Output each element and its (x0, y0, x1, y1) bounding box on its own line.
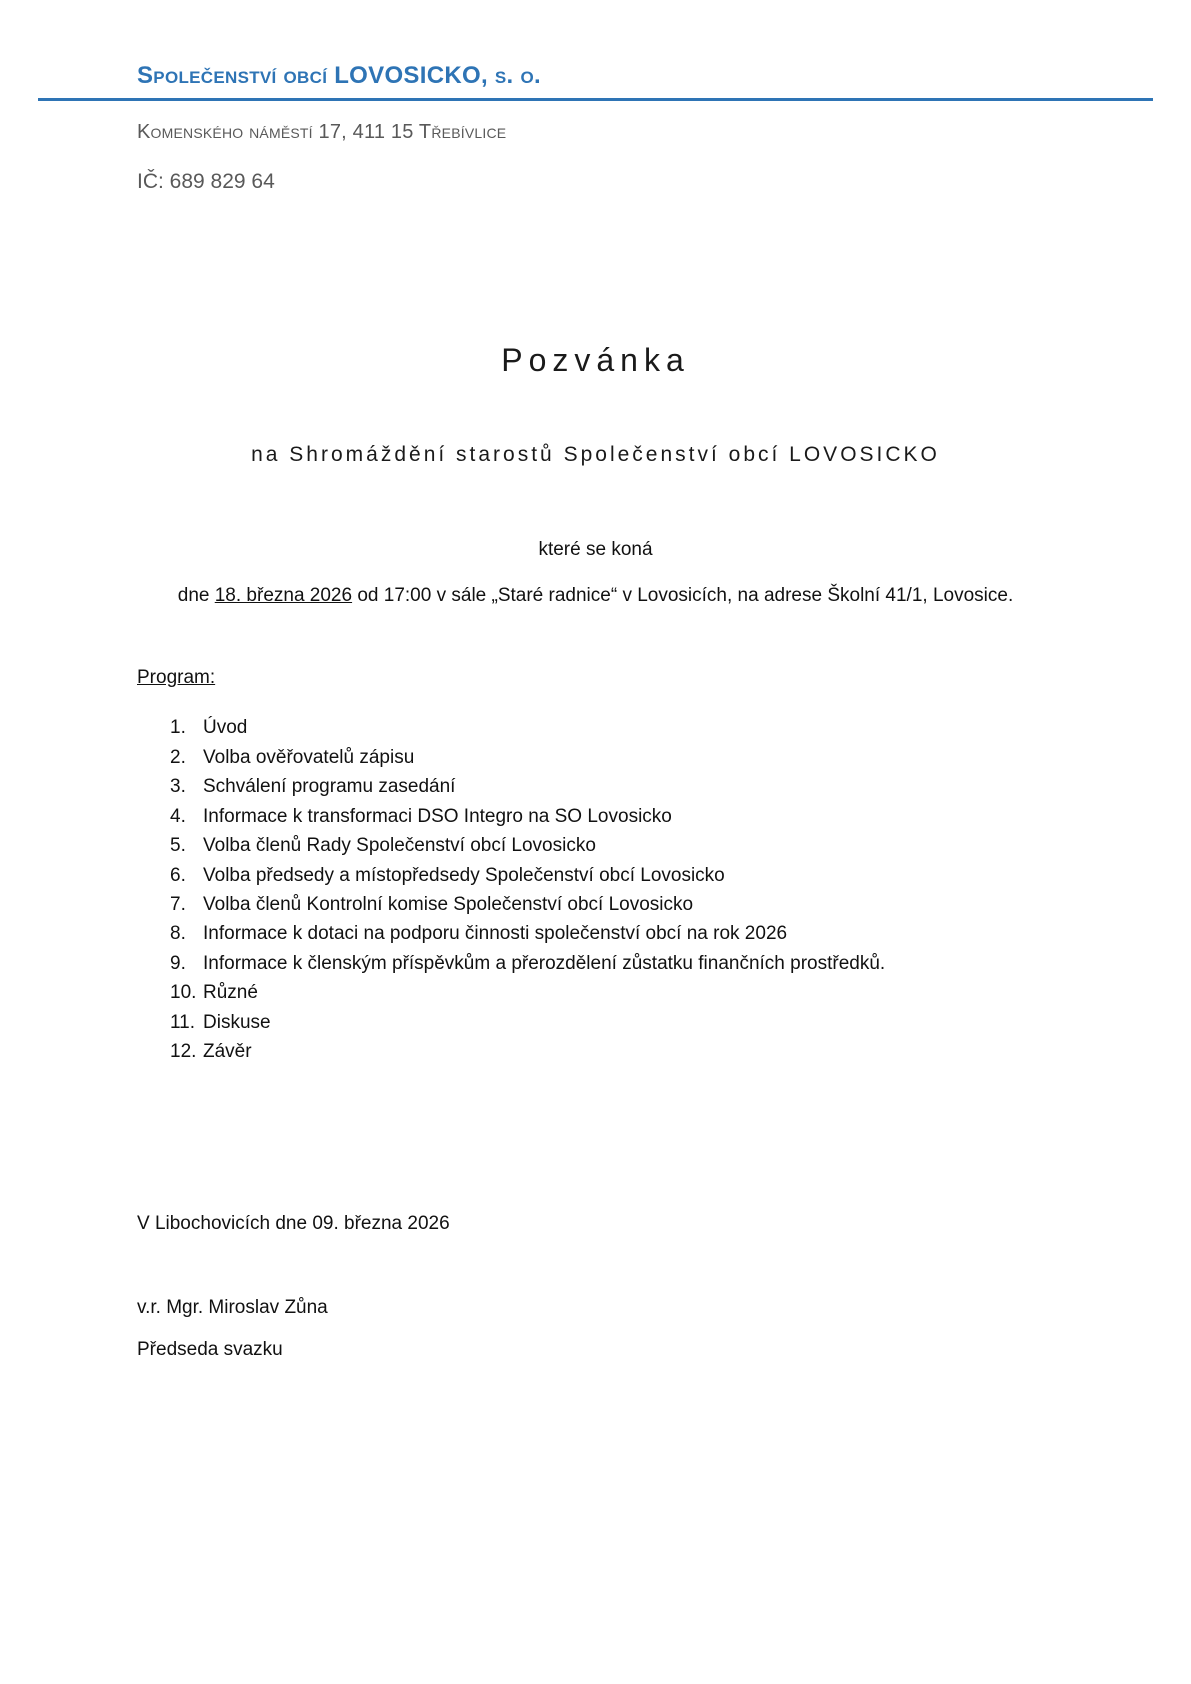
program-list (170, 713, 1091, 1066)
event-date-suffix: od 17:00 v sále „Staré radnice“ v Lovosicích, na adrese Školní 41/1, Lovosice. (352, 585, 1014, 606)
header-divider (38, 98, 1153, 101)
program-item: Informace k členským příspěvkům a přerozdělení zůstatku finančních prostředků. (203, 952, 886, 974)
program-item: Informace k dotaci na podporu činnosti společenství obcí na rok 2026 (203, 923, 788, 945)
org-name-line (137, 62, 1091, 90)
signature-role: Předseda svazku (137, 1338, 283, 1360)
org-name-prefix: Společenství obcí (137, 62, 335, 89)
org-name-highlight: LOVOSICKO (334, 62, 481, 89)
org-address: Komenského náměstí 17, 411 15 Třebívlice (137, 121, 507, 143)
program-item: Volba členů Kontrolní komise Společenství obcí Lovosicko (203, 894, 694, 916)
place-and-date: V Libochovicích dne 09. března 2026 (137, 1212, 450, 1234)
event-date-prefix: dne (177, 585, 215, 606)
org-registration-number: IČ: 689 829 64 (137, 170, 275, 193)
intro-text: které se koná (538, 539, 653, 560)
program-item: Volba předsedy a místopředsedy Společenství obcí Lovosicko (203, 864, 725, 886)
program-item: Různé (203, 982, 258, 1004)
letterhead (0, 62, 1191, 194)
org-name-suffix: , s. o. (480, 62, 541, 89)
event-date-paragraph (150, 581, 1041, 611)
program-item: Volba členů Rady Společenství obcí Lovosicko (203, 835, 596, 857)
program-item: Informace k transformaci DSO Integro na SO Lovosicko (203, 805, 672, 827)
program-heading: Program: (137, 667, 216, 689)
program-item: Závěr (203, 1041, 252, 1063)
program-item: Volba ověřovatelů zápisu (203, 746, 415, 768)
program-item: Úvod (203, 717, 248, 739)
page-subtitle: na Shromáždění starostů Společenství obcí LOVOSICKO (251, 443, 940, 466)
signature-name: v.r. Mgr. Miroslav Zůna (137, 1296, 328, 1318)
page-title: Pozvánka (501, 342, 690, 378)
program-item: Diskuse (203, 1011, 271, 1033)
event-date: 18. března 2026 (214, 585, 353, 606)
program-item: Schválení programu zasedání (203, 776, 456, 798)
